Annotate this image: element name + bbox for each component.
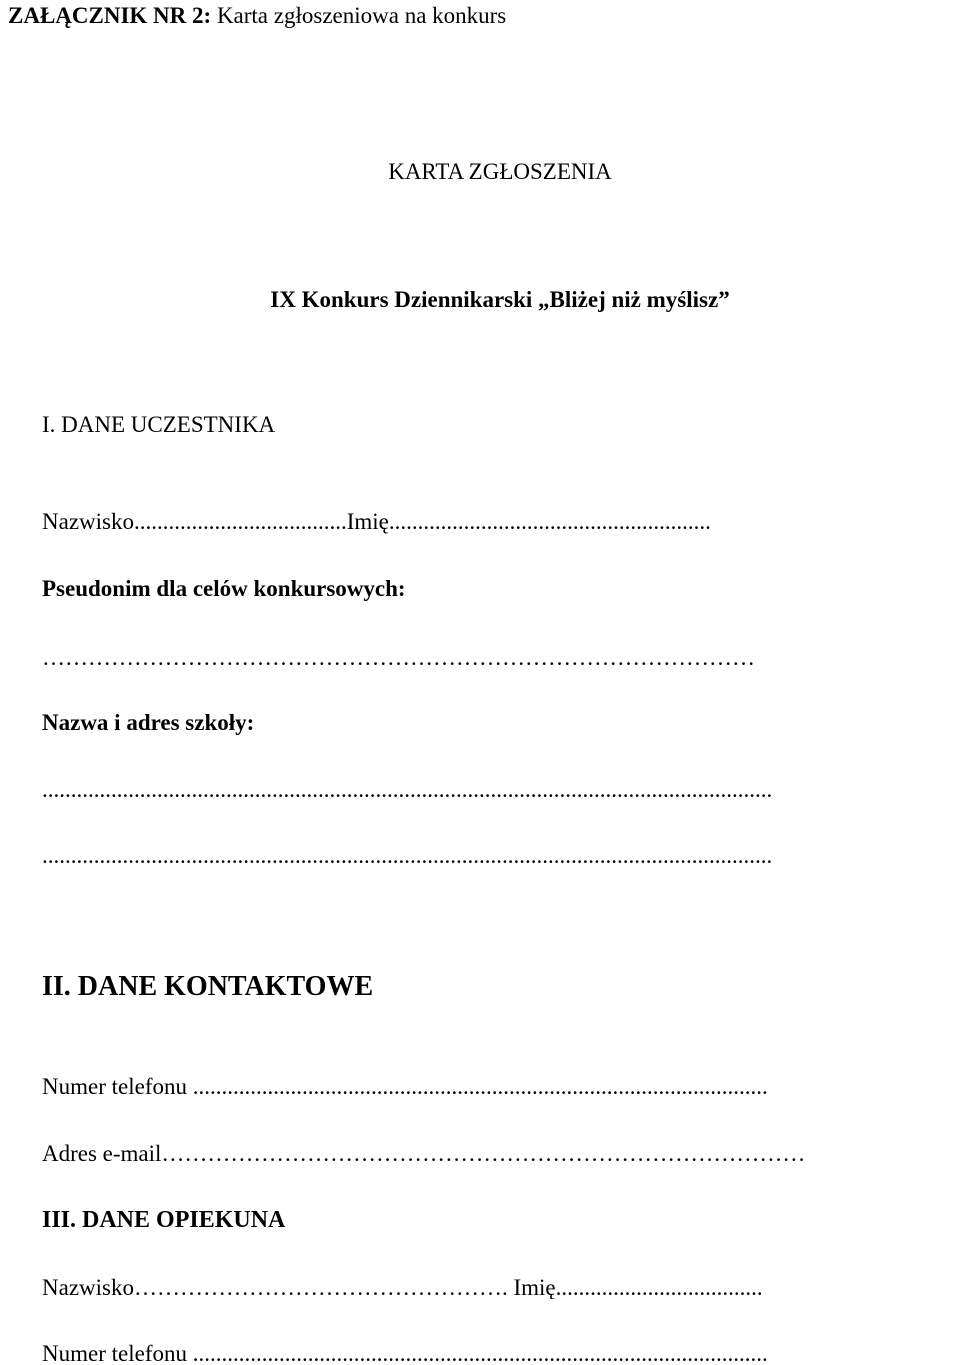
attachment-number: ZAŁĄCZNIK NR 2: [8, 3, 212, 28]
pseudonym-field[interactable]: ………………………………………………………………………………… [42, 646, 755, 669]
attachment-title: Karta zgłoszeniowa na konkurs [216, 3, 507, 28]
participant-name-field[interactable]: Nazwisko.....................................Imię........................................................ [42, 509, 711, 534]
pseudonym-label: Pseudonim dla celów konkursowych: [42, 576, 406, 601]
school-field-line-1[interactable]: ............................................................................................................................... [42, 778, 773, 801]
school-field-line-2[interactable]: ............................................................................................................................... [42, 844, 773, 867]
section-guardian-heading: III. DANE OPIEKUNA [42, 1207, 286, 1233]
guardian-phone-field[interactable]: Numer telefonu .................................................................................................... [42, 1342, 768, 1365]
attachment-header [8, 4, 506, 27]
contest-title: IX Konkurs Dziennikarski „Bliżej niż myślisz” [270, 287, 730, 312]
contact-phone-field[interactable]: Numer telefonu .................................................................................................... [42, 1075, 768, 1098]
section-contact-heading: II. DANE KONTAKTOWE [42, 971, 374, 1002]
guardian-name-field[interactable]: Nazwisko…………………………………………. Imię.................................... [42, 1276, 763, 1299]
form-title: KARTA ZGŁOSZENIA [388, 159, 612, 184]
school-label: Nazwa i adres szkoły: [42, 710, 255, 735]
section-participant-heading: I. DANE UCZESTNIKA [42, 412, 276, 437]
contact-email-field[interactable]: Adres e-mail………………………………………………………………………… [42, 1142, 806, 1165]
